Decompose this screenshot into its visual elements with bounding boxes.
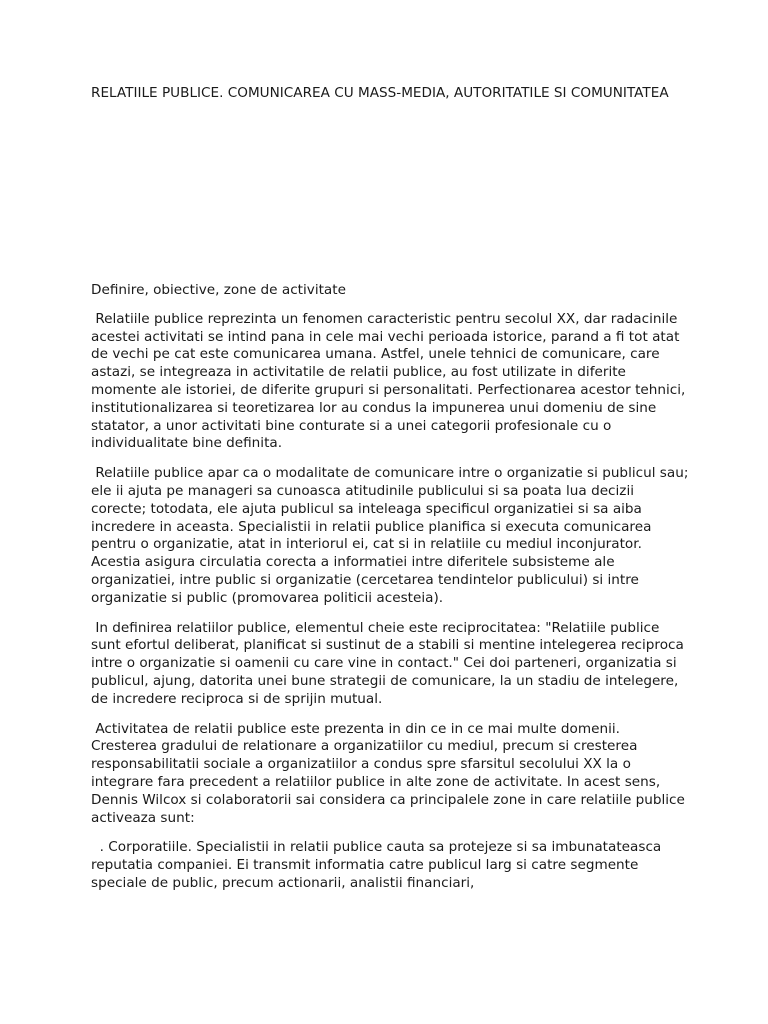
paragraph-4: Activitatea de relatii publice este prezenta in din ce in ce mai multe domenii. Cresterea gradului de relationare a organizatiilor cu mediul, precum si cresterea responsabilitatii sociale a organizatiilor a condus spre sfarsitul secolului XX la o integrare fara precedent a relatiilor publice in alte zone de activitate. In acest sens, Dennis Wilcox si colaboratorii sai considera ca principalele zone in care relatiile publice activeaza sunt: xyxy=(91,720,690,826)
paragraph-3: In definirea relatiilor publice, elementul cheie este reciprocitatea: "Relatiile publice sunt efortul deliberat, planificat si sustinut de a stabili si mentine intelegerea reciproca intre o organizatie si oamenii cu care vine in contact." Cei doi parteneri, organizatia si publicul, ajung, datorita unei bune strategii de comunicare, la un stadiu de intelegere, de incredere reciproca si de sprijin mutual. xyxy=(91,619,689,707)
section-heading: Definire, obiective, zone de activitate xyxy=(91,282,346,298)
paragraph-5: . Corporatiile. Specialistii in relatii publice cauta sa protejeze si sa imbunatateasca reputatia companiei. Ei transmit informatia catre publicul larg si catre segmente speciale de public, precum actionarii, analistii financiari, xyxy=(91,839,666,891)
document-body xyxy=(91,282,693,905)
paragraph-1: Relatiile publice reprezinta un fenomen caracteristic pentru secolul XX, dar radacinile acestei activitati se intind pana in cele mai vechi perioada istorice, parand a fi tot atat de vechi pe cat este comunicarea umana. Astfel, unele tehnici de comunicare, care astazi, se integreaza in activitatile de relatii publice, au fost utilizate in diferite momente ale istoriei, de diferite grupuri si personalitati. Perfectionarea acestor tehnici, institutionalizarea si teoretizarea lor au condus la impunerea unui domeniu de sine statator, a unor activitati bine conturate si a unei categorii profesionale cu o individualitate bine definita. xyxy=(91,310,690,452)
paragraph-2: Relatiile publice apar ca o modalitate de comunicare intre o organizatie si publicul sau; ele ii ajuta pe manageri sa cunoasca atitudinile publicului si sa poata lua decizii corecte; totodata, ele ajuta publicul sa inteleaga specificul organizatiei si sa aiba incredere in aceasta. Specialistii in relatii publice planifica si executa comunicarea pentru o organizatie, atat in interiorul ei, cat si in relatiile cu mediul inconjurator. Acestia asigura circulatia corecta a informatiei intre diferitele subsisteme ale organizatiei, intre public si organizatie (cercetarea tendintelor publicului) si intre organizatie si public (promovarea politicii acesteia). xyxy=(91,465,693,606)
document-title: RELATIILE PUBLICE. COMUNICAREA CU MASS-MEDIA, AUTORITATILE SI COMUNITATEA xyxy=(91,85,669,101)
